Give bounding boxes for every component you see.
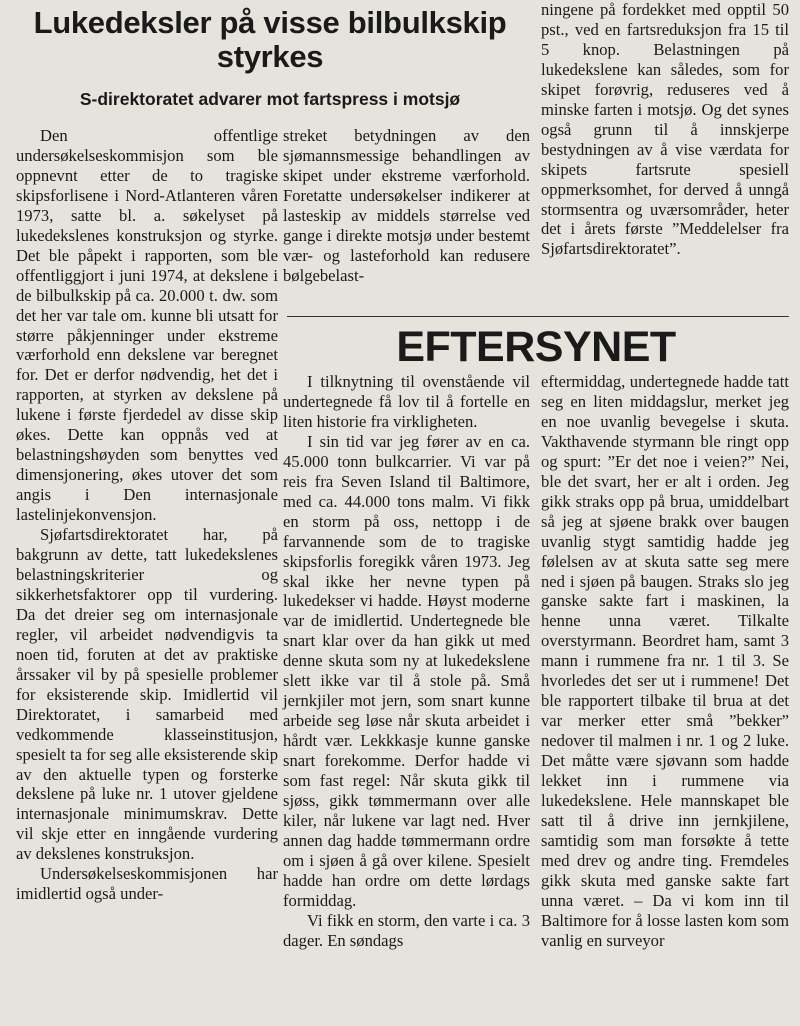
article1-paragraph-1: Den offentlige undersøkelseskommisjon som ble oppnevnt etter de to tragiske skipsforlisene i Nord-Atlanteren våren 1973, satte bl. a. søkelyset på lukedekslenes konstruksjon og styrke. Det ble påpekt i rapporten, som ble offentliggjort i juni 1974, at dekslene i de bilbulkskip på ca. 20.000 t. dw. som det her var tale om. kunne bli utsatt for større påkjenninger under ekstreme værforhold enn dekslene var beregnet for. Det er derfor nødvendig, het det i rapporten, at styrken av dekslene på lukene i første fjerdedel av disse skip økes. Dette kan oppnås ved at belastningshøyden som benyttes ved dimensjonering, økes utover det som angis i Den internasjonale lastelinjekonvensjon. bbox=[16, 126, 278, 525]
article1-paragraph-continued: streket betydningen av den sjømannsmessige behandlingen av skipet under ekstreme værforhold. Foretatte undersøkelser indikerer at lasteskip av middels størrelse ved gange i direkte motsjø under bestemt vær- og lasteforhold kan redusere bølgebelast- bbox=[283, 126, 530, 285]
article2-paragraph-1: I tilknytning til ovenstående vil undertegnede få lov til å fortelle en liten historie fra virkligheten. bbox=[283, 372, 530, 431]
article1-paragraph-final: ningene på fordekket med opptil 50 pst., ved en fartsreduksjon fra 15 til 5 knop. Belastningen på lukedekslene kan således, som for skipet forøvrig, reduseres ved å minske farten i motsjø. Og det synes også grunn til å innskjerpe bestydningen av å vise værdata for skipets fartsrute spesiell oppmerksomhet, for derved å unngå stormsentra og uværsområder, heter det i årets første ”Meddelelser fra Sjøfartsdirektoratet”. bbox=[541, 0, 789, 259]
article2-paragraph-3: Vi fikk en storm, den varte i ca. 3 dager. En søndags bbox=[283, 910, 530, 950]
article-subheadline: S-direktoratet advarer mot fartspress i motsjø bbox=[79, 89, 461, 109]
section-divider bbox=[287, 316, 789, 317]
article1-column-3 bbox=[541, 0, 789, 259]
article2-column-2 bbox=[541, 372, 789, 951]
article1-column-1 bbox=[16, 126, 278, 904]
article1-paragraph-2: Sjøfartsdirektoratet har, på bakgrunn av dette, tatt lukedekslenes belastningskriterier og sikkerhetsfaktorer opp til vurdering. Da det dreier seg om internasjonale regler, vil arbeidet nødvendigvis ta noen tid, foruten at det av praktiske årssaker vil by på spesielle problemer for eksisterende skip. Imidlertid vil Direktoratet, i samarbeid med vedkommende klasseinstitusjon, spesielt ta for seg alle eksisterende skip av den aktuelle typen og forsterke dekslene på luke nr. 1 utover gjeldene internasjonale minimumskrav. Dette vil skje etter en inngående vurdering av dekslenes konstruksjon. bbox=[16, 525, 278, 864]
article2-paragraph-2: I sin tid var jeg fører av en ca. 45.000 tonn bulkcarrier. Vi var på reis fra Seven Island til Baltimore, med ca. 44.000 tons malm. Vi fikk en storm på oss, nettopp i de farvannende som de to tragiske skipsforlis foregikk våren 1973. Jeg skal ikke her nevne typen på lukedekser vi hadde. Høyst moderne var de imidlertid. Undertegnede ble snart klar over da han gikk ut med denne skuta som ny at lukedekslene slett ikke var til å stole på. Små jernkjiler mot jern, som snart kunne arbeide seg løse når skuta arbeidet i hårdt vær. Lekkkasje kunne ganske snart forekomme. Derfor hadde vi som fast regel: Når skuta gikk til sjøss, gikk tømmermann over alle kiler, når lukene var lagt ned. Hver annen dag hadde tømmermann ordre om i sjøen å gå over kilene. Spesielt hadde han ordre om dette lørdags formiddag. bbox=[283, 431, 530, 910]
article2-column-1 bbox=[283, 372, 530, 951]
eftersynet-headline: EFTERSYNET bbox=[396, 323, 676, 371]
article1-paragraph-3: Undersøkelseskommisjonen har imidlertid også under- bbox=[16, 864, 278, 904]
article-headline: Lukedeksler på visse bilbulkskip styrkes bbox=[33, 5, 507, 74]
article1-column-2 bbox=[283, 126, 530, 286]
article2-paragraph-continued: eftermiddag, undertegnede hadde tatt seg en liten middagslur, merket jeg en noe uvanlig bevegelse i skuta. Vakthavende styrmann ble ringt opp og spurt: ”Er det noe i veien?” Nei, ble det svart, her er alt i orden. Jeg gikk straks opp på brua, umiddelbart så jeg at sjøene brakk over baugen uvanlig stygt samtidig hadde jeg følelsen av at skuta satte seg mere ned i sjøen på baugen. Straks slo jeg ganske sakte fart i maskinen, la henne unna været. Tilkalte overstyrmann. Beordret ham, samt 3 mann i rummene fra nr. 1 til 3. Se hvorledes det ser ut i rummene! Det ble rapportert tilbake til brua at det var merker etter små ”bekker” nedover til malmen i nr. 1 og 2 luke. Det måtte være sjøvann som hadde lekket inn i rummene via lukedekslene. Hele mannskapet ble satt til å drive inn jernkjilene, samtidig som man forsøkte å tette med drev og andre ting. Fremdeles gikk skuta med ganske sakte fart unna været. – Da vi kom inn til Baltimore for å losse lasten kom som vanlig en surveyor bbox=[541, 372, 789, 950]
